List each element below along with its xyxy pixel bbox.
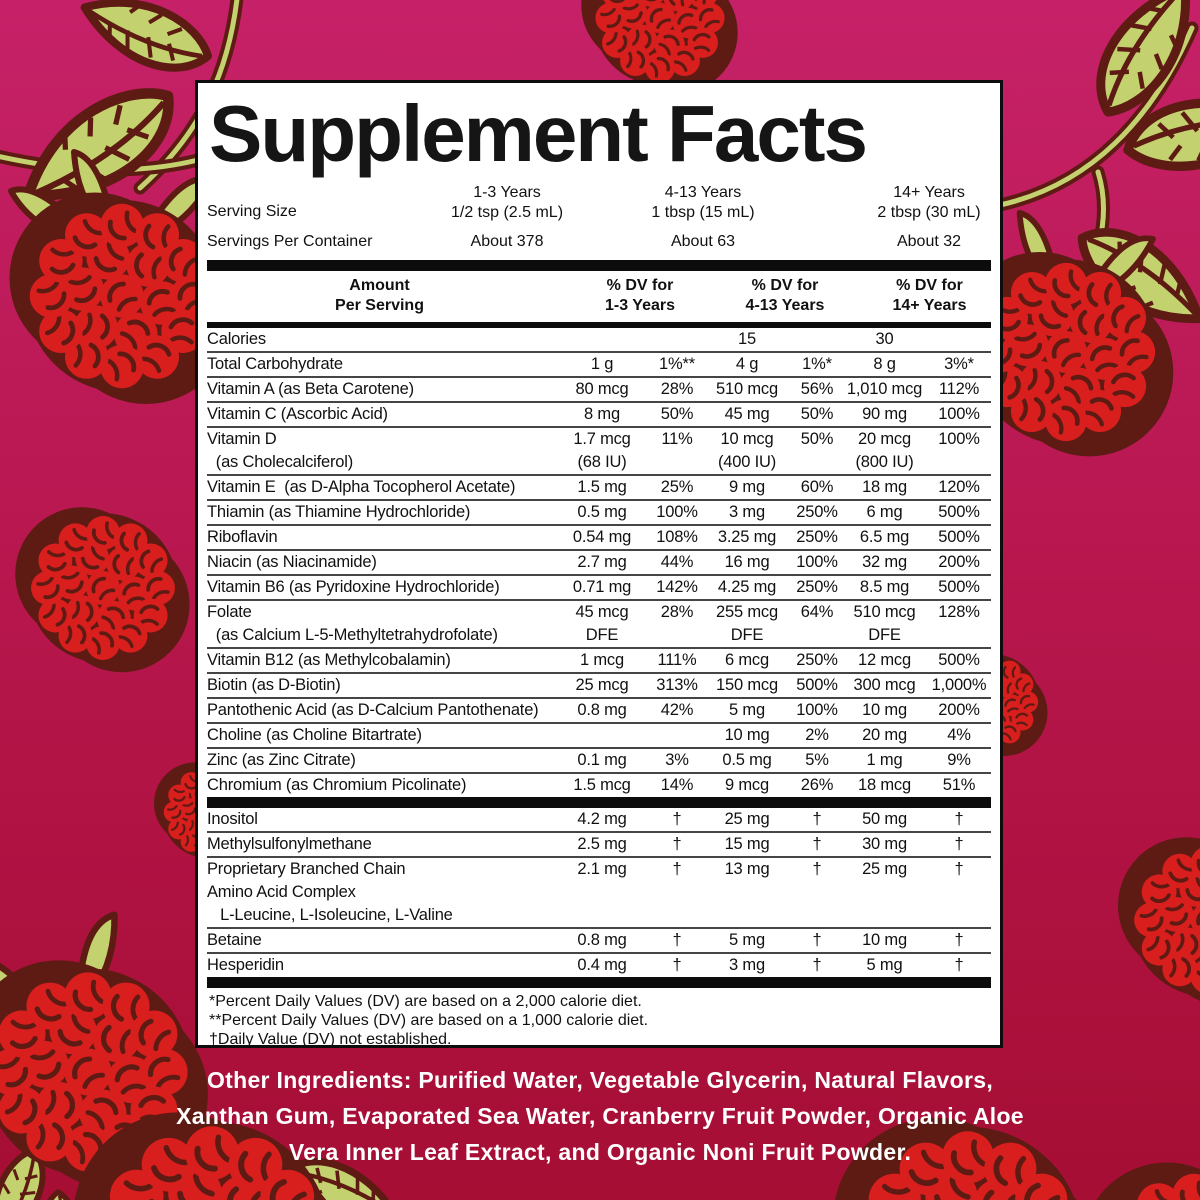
dv-value: † xyxy=(672,859,682,878)
nutrient-row xyxy=(207,831,991,856)
nutrient-row-line xyxy=(207,526,991,549)
dv-column-header: % DV for 14+ Years xyxy=(892,276,967,314)
amount-value: 20 mcg xyxy=(858,429,911,448)
footnote: **Percent Daily Values (DV) are based on a 1,000 calorie diet. xyxy=(209,1011,649,1029)
dv-value: 28% xyxy=(660,379,694,398)
dv-value: 200% xyxy=(938,552,980,571)
nutrient-row-line xyxy=(207,699,991,722)
dv-value xyxy=(792,451,842,474)
nutrient-name: Total Carbohydrate xyxy=(207,354,343,373)
amount-value: 0.8 mg xyxy=(577,930,627,949)
amount-value: 32 mg xyxy=(862,552,907,571)
amount-value: 0.8 mg xyxy=(577,700,627,719)
dv-value xyxy=(652,624,702,647)
nutrient-row xyxy=(207,524,991,549)
dv-value: 500% xyxy=(796,675,838,694)
dv-value: 3% xyxy=(665,750,689,769)
nutrient-row-line xyxy=(207,833,991,856)
dv-value: 60% xyxy=(800,477,834,496)
nutrient-name: Folate xyxy=(207,602,252,621)
dv-value xyxy=(652,724,702,747)
dv-value: † xyxy=(954,834,964,853)
dv-value: 250% xyxy=(796,577,838,596)
servings-count-cell: About 378 xyxy=(470,232,544,250)
amount-value: (800 IU) xyxy=(855,452,914,471)
nutrient-name: Vitamin D xyxy=(207,429,277,448)
dv-value: 100% xyxy=(796,552,838,571)
nutrient-name: Inositol xyxy=(207,809,258,828)
nutrient-row-line xyxy=(207,954,991,977)
amount-value: 25 mg xyxy=(862,859,907,878)
dv-value: † xyxy=(672,930,682,949)
amount-value xyxy=(552,724,652,747)
amount-value: 1,010 mcg xyxy=(846,379,923,398)
nutrient-name: Vitamin B6 (as Pyridoxine Hydrochloride) xyxy=(207,577,500,596)
dv-value: 142% xyxy=(656,577,698,596)
nutrient-row xyxy=(207,927,991,952)
dv-value: 100% xyxy=(938,429,980,448)
dv-value xyxy=(652,451,702,474)
amount-header-line: Amount xyxy=(349,276,410,294)
serving-size-row xyxy=(207,183,991,223)
amount-value: 1 mcg xyxy=(580,650,624,669)
amount-value: 80 mcg xyxy=(575,379,629,398)
amount-value xyxy=(702,904,792,927)
dv-value: 50% xyxy=(800,404,834,423)
nutrient-row-line xyxy=(207,808,991,831)
nutrient-row xyxy=(207,722,991,747)
dv-value: 1%** xyxy=(659,354,695,373)
amount-value: 50 mg xyxy=(862,809,907,828)
nutrient-row-line xyxy=(207,428,991,451)
amount-value: 0.4 mg xyxy=(577,955,627,974)
dv-value: † xyxy=(954,859,964,878)
nutrient-row xyxy=(207,426,991,474)
dv-value: 500% xyxy=(938,650,980,669)
amount-value: DFE xyxy=(730,625,764,644)
amount-value: DFE xyxy=(868,625,901,644)
servings-count-cell: About 32 xyxy=(896,232,962,250)
amount-value: 30 mg xyxy=(862,834,907,853)
nutrient-row-line xyxy=(207,674,991,697)
amount-value: 255 mcg xyxy=(716,602,778,621)
amount-value: 6 mcg xyxy=(725,650,769,669)
dv-value: † xyxy=(812,834,822,853)
section-divider-bar xyxy=(207,977,991,988)
dv-value: 111% xyxy=(657,650,697,669)
nutrient-name: Hesperidin xyxy=(207,955,284,974)
amount-value: 45 mg xyxy=(724,404,770,423)
dv-value: 100% xyxy=(938,404,980,423)
serving-size-cell: 14+ Years 2 tbsp (30 mL) xyxy=(877,183,981,221)
dv-value: 500% xyxy=(938,577,980,596)
section-divider-bar xyxy=(207,797,991,808)
divider-bar-top xyxy=(207,260,991,271)
dv-value: 2% xyxy=(805,725,829,744)
nutrient-row-line xyxy=(207,403,991,426)
footnote: *Percent Daily Values (DV) are based on a 2,000 calorie diet. xyxy=(209,992,642,1010)
nutrient-name: (as Calcium L-5-Methyltetrahydrofolate) xyxy=(207,625,498,644)
servings-count-cell: About 63 xyxy=(670,232,736,250)
dv-value: † xyxy=(672,955,682,974)
nutrient-row xyxy=(207,376,991,401)
nutrient-row-line xyxy=(207,649,991,672)
amount-value: (68 IU) xyxy=(577,452,627,471)
amount-value: 4.2 mg xyxy=(577,809,627,828)
nutrient-row xyxy=(207,672,991,697)
dv-value: 50% xyxy=(800,429,834,448)
dv-value: 44% xyxy=(660,552,694,571)
amount-value: 8.5 mg xyxy=(859,577,910,596)
serving-size-cell: 1-3 Years 1/2 tsp (2.5 mL) xyxy=(450,183,564,221)
nutrient-name: Thiamin (as Thiamine Hydrochloride) xyxy=(207,502,471,521)
nutrient-row-line xyxy=(207,881,991,904)
amount-value: 6 mg xyxy=(866,502,903,521)
dv-value: 100% xyxy=(796,700,838,719)
dv-value: 9% xyxy=(947,750,971,769)
dv-value: 500% xyxy=(938,502,980,521)
nutrient-row xyxy=(207,574,991,599)
nutrient-name: Riboflavin xyxy=(207,527,278,546)
amount-value: 20 mg xyxy=(862,725,907,744)
dv-value xyxy=(792,328,842,351)
amount-value: 15 mg xyxy=(724,834,770,853)
nutrient-row-line xyxy=(207,724,991,747)
amount-value: 3 mg xyxy=(729,502,765,521)
dv-value: 26% xyxy=(800,775,834,794)
nutrient-name: Choline (as Choline Bitartrate) xyxy=(207,725,422,744)
amount-value: 8 g xyxy=(873,354,896,373)
nutrient-row xyxy=(207,549,991,574)
amount-value: 150 mcg xyxy=(716,675,778,694)
amount-value: 6.5 mg xyxy=(859,527,910,546)
amount-value: 8 mg xyxy=(584,404,620,423)
amount-per-serving-header xyxy=(207,276,552,316)
nutrient-name: Zinc (as Zinc Citrate) xyxy=(207,750,356,769)
nutrient-row-line xyxy=(207,378,991,401)
nutrient-name: Proprietary Branched Chain xyxy=(207,859,406,878)
amount-value: 5 mg xyxy=(866,955,903,974)
amount-value: 1.7 mcg xyxy=(573,429,631,448)
dv-value: 250% xyxy=(796,527,838,546)
table-body xyxy=(207,328,991,988)
amount-value: 15 xyxy=(738,329,756,348)
dv-column-header: % DV for 1-3 Years xyxy=(605,276,675,314)
amount-value xyxy=(552,881,652,904)
dv-value xyxy=(927,328,991,351)
dv-value: 5% xyxy=(805,750,829,769)
nutrient-row-line xyxy=(207,749,991,772)
dv-value xyxy=(792,624,842,647)
dv-value: 112% xyxy=(938,379,980,398)
nutrient-row-line xyxy=(207,904,991,927)
nutrient-name: Amino Acid Complex xyxy=(207,882,356,901)
nutrient-row-line xyxy=(207,476,991,499)
amount-value: 0.71 mg xyxy=(572,577,632,596)
amount-value: 510 mcg xyxy=(853,602,916,621)
amount-value: 4 g xyxy=(735,354,759,373)
dv-value: 14% xyxy=(660,775,694,794)
amount-value: 300 mcg xyxy=(853,675,916,694)
amount-value: (400 IU) xyxy=(717,452,776,471)
amount-value xyxy=(552,328,652,351)
dv-value xyxy=(652,328,702,351)
servings-per-container-label: Servings Per Container xyxy=(207,232,373,250)
dv-value: † xyxy=(812,859,822,878)
other-ingredients-text: Other Ingredients: Purified Water, Vegetable Glycerin, Natural Flavors, Xanthan Gum, Evaporated Sea Water, Cranberry Fruit Powder, Organic Aloe Vera Inner Leaf Extract, and Organic Noni Fruit Powder. xyxy=(176,1067,1024,1165)
dv-value xyxy=(927,904,991,927)
amount-value: DFE xyxy=(585,625,619,644)
amount-value: 25 mg xyxy=(724,809,770,828)
dv-value: 250% xyxy=(796,502,838,521)
dv-value: † xyxy=(672,809,682,828)
dv-value: † xyxy=(812,809,822,828)
amount-value xyxy=(552,904,652,927)
serving-size-cell: 4-13 Years 1 tbsp (15 mL) xyxy=(651,183,755,221)
amount-value xyxy=(842,881,927,904)
dv-value: 50% xyxy=(660,404,694,423)
nutrient-name: Niacin (as Niacinamide) xyxy=(207,552,377,571)
amount-value: 2.7 mg xyxy=(577,552,627,571)
amount-value: 2.1 mg xyxy=(577,859,627,878)
label-title: Supplement Facts xyxy=(209,89,867,178)
amount-value: 0.5 mg xyxy=(722,750,772,769)
nutrient-row xyxy=(207,697,991,722)
dv-value xyxy=(652,881,702,904)
amount-value: 0.54 mg xyxy=(572,527,632,546)
nutrient-row xyxy=(207,474,991,499)
amount-value: 1.5 mcg xyxy=(573,775,631,794)
footnotes xyxy=(207,988,991,1049)
amount-value: 10 mcg xyxy=(720,429,774,448)
dv-value: 128% xyxy=(938,602,980,621)
amount-value: 510 mcg xyxy=(716,379,778,398)
amount-value xyxy=(842,904,927,927)
amount-value: 3.25 mg xyxy=(717,527,777,546)
nutrient-name: Vitamin A (as Beta Carotene) xyxy=(207,379,414,398)
footnote: †Daily Value (DV) not established. xyxy=(209,1030,452,1048)
dv-value: 108% xyxy=(656,527,698,546)
dv-value: 28% xyxy=(660,602,694,621)
nutrient-name: Pantothenic Acid (as D-Calcium Pantothenate) xyxy=(207,700,539,719)
dv-value: 56% xyxy=(800,379,834,398)
dv-value: † xyxy=(954,809,964,828)
amount-value: 0.1 mg xyxy=(577,750,627,769)
servings-per-container-row xyxy=(207,232,991,253)
nutrient-row xyxy=(207,328,991,351)
raspberry-mid-left xyxy=(15,507,189,672)
raspberry-right-edge xyxy=(1118,837,1200,1006)
nutrient-name: (as Cholecalciferol) xyxy=(207,452,353,471)
dv-value xyxy=(927,624,991,647)
nutrient-name: L-Leucine, L-Isoleucine, L-Valine xyxy=(207,905,453,924)
table-header xyxy=(207,271,991,322)
amount-value: 5 mg xyxy=(729,930,765,949)
dv-value: † xyxy=(672,834,682,853)
nutrient-row xyxy=(207,856,991,927)
dv-value: 11% xyxy=(661,429,693,448)
dv-value: 313% xyxy=(656,675,698,694)
dv-value xyxy=(927,451,991,474)
amount-value: 18 mg xyxy=(862,477,907,496)
dv-value: 100% xyxy=(656,502,698,521)
nutrient-row-line xyxy=(207,576,991,599)
amount-value: 1.5 mg xyxy=(577,477,627,496)
nutrient-name: Chromium (as Chromium Picolinate) xyxy=(207,775,467,794)
amount-value: 45 mcg xyxy=(575,602,629,621)
nutrient-row-line xyxy=(207,328,991,351)
dv-value: 51% xyxy=(942,775,976,794)
amount-value xyxy=(702,881,792,904)
dv-value: 1,000% xyxy=(931,675,987,694)
amount-value: 90 mg xyxy=(862,404,907,423)
amount-value: 1 g xyxy=(590,354,614,373)
nutrient-name: Vitamin C (Ascorbic Acid) xyxy=(207,404,388,423)
dv-value: 1%* xyxy=(802,354,832,373)
nutrient-row xyxy=(207,647,991,672)
amount-value: 4.25 mg xyxy=(717,577,777,596)
amount-value: 1 mg xyxy=(866,750,903,769)
dv-value xyxy=(652,904,702,927)
nutrient-row xyxy=(207,808,991,831)
nutrient-row xyxy=(207,499,991,524)
dv-value: † xyxy=(812,955,822,974)
nutrient-row xyxy=(207,401,991,426)
nutrient-name: Methylsulfonylmethane xyxy=(207,834,372,853)
dv-value: 3%* xyxy=(944,354,974,373)
serving-size-label: Serving Size xyxy=(207,202,297,220)
amount-value: 9 mcg xyxy=(725,775,769,794)
amount-value: 3 mg xyxy=(729,955,765,974)
dv-value: † xyxy=(812,930,822,949)
amount-value: 10 mg xyxy=(724,725,770,744)
amount-value: 16 mg xyxy=(724,552,770,571)
dv-value: † xyxy=(954,955,964,974)
nutrient-row xyxy=(207,599,991,647)
dv-value: † xyxy=(954,930,964,949)
amount-value: 0.5 mg xyxy=(577,502,627,521)
supplement-facts-label xyxy=(195,80,1003,1048)
amount-header-line: Per Serving xyxy=(335,296,424,314)
nutrient-name: Vitamin B12 (as Methylcobalamin) xyxy=(207,650,451,669)
nutrient-row-line xyxy=(207,451,991,474)
amount-value: 30 xyxy=(875,329,894,348)
dv-value: 25% xyxy=(660,477,694,496)
dv-value: 120% xyxy=(938,477,980,496)
nutrient-row-line xyxy=(207,774,991,797)
dv-value xyxy=(792,881,842,904)
amount-value: 25 mcg xyxy=(575,675,629,694)
nutrient-row-line xyxy=(207,501,991,524)
nutrient-row-line xyxy=(207,858,991,881)
amount-value: 10 mg xyxy=(862,700,907,719)
nutrient-name: Vitamin E (as D-Alpha Tocopherol Acetate) xyxy=(207,477,516,496)
dv-column-header: % DV for 4-13 Years xyxy=(745,276,825,314)
nutrient-row xyxy=(207,772,991,797)
nutrient-row-line xyxy=(207,929,991,952)
amount-value: 10 mg xyxy=(862,930,907,949)
dv-value: 250% xyxy=(796,650,838,669)
dv-value: 42% xyxy=(660,700,694,719)
amount-value: 12 mcg xyxy=(858,650,911,669)
nutrient-row xyxy=(207,351,991,376)
dv-value: 500% xyxy=(938,527,980,546)
dv-value xyxy=(927,881,991,904)
nutrient-row-line xyxy=(207,601,991,624)
nutrient-row xyxy=(207,952,991,977)
amount-value: 2.5 mg xyxy=(577,834,627,853)
dv-value: 4% xyxy=(947,725,971,744)
amount-value: 9 mg xyxy=(729,477,765,496)
raspberry-bottom-right xyxy=(1082,1163,1200,1200)
dv-value: 64% xyxy=(800,602,834,621)
nutrient-name: Betaine xyxy=(207,930,262,949)
dv-value: 200% xyxy=(938,700,980,719)
amount-value: 5 mg xyxy=(729,700,765,719)
amount-value: 13 mg xyxy=(724,859,770,878)
nutrient-name: Biotin (as D-Biotin) xyxy=(207,675,341,694)
nutrient-name: Calories xyxy=(207,329,266,348)
amount-value: 18 mcg xyxy=(858,775,911,794)
nutrient-row-line xyxy=(207,353,991,376)
dv-value xyxy=(792,904,842,927)
nutrient-row xyxy=(207,747,991,772)
nutrient-row-line xyxy=(207,551,991,574)
nutrient-row-line xyxy=(207,624,991,647)
